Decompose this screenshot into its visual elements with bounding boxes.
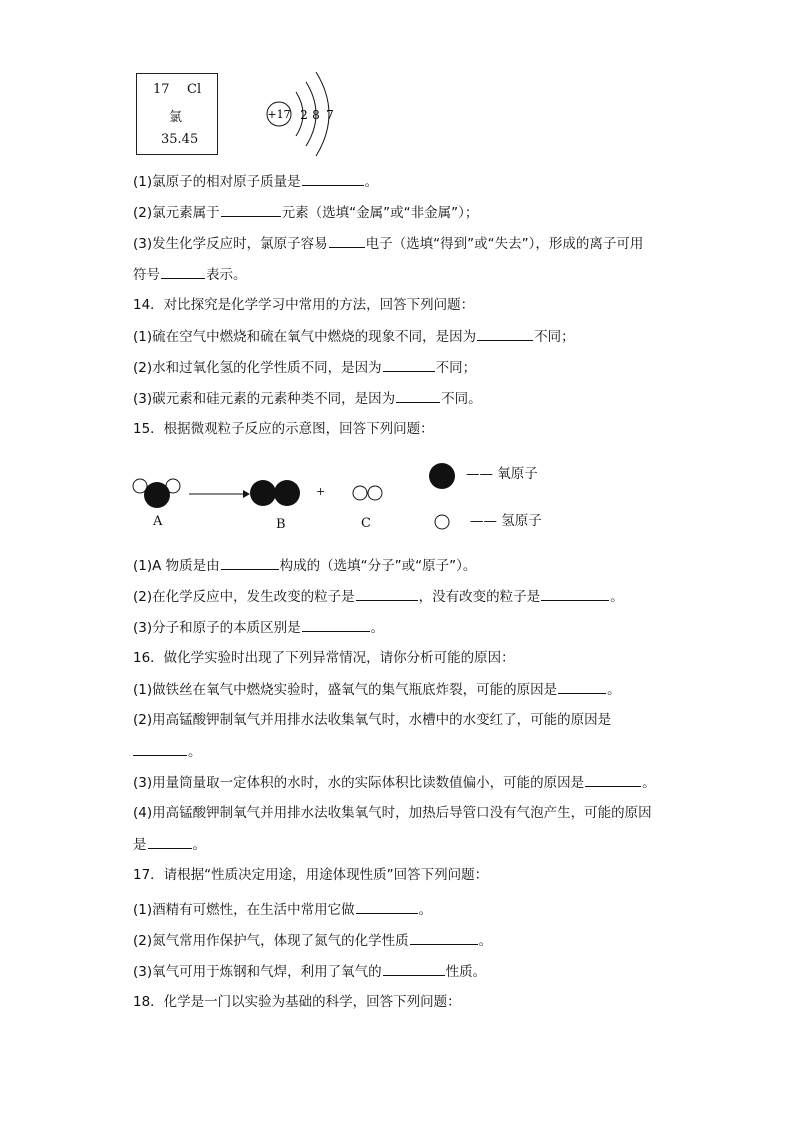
q16-part4: (4)用高锰酸钾制氧气并用排水法收集氧气时，加热后导管口没有气泡产生，可能的原因 xyxy=(133,805,652,821)
q17-part3: (3)氧气可用于炼钢和气焊，利用了氧气的 性质。 xyxy=(133,961,486,982)
answer-blank[interactable] xyxy=(477,326,533,341)
q17-part2: (2)氮气常用作保护气，体现了氮气的化学性质 。 xyxy=(133,930,492,951)
atomic-number: 17 xyxy=(153,82,170,97)
oxygen-atom xyxy=(250,480,276,506)
answer-blank[interactable] xyxy=(410,930,478,945)
answer-blank[interactable] xyxy=(329,233,365,248)
q14-part3: (3)碳元素和硅元素的元素种类不同，是因为 不同。 xyxy=(133,388,482,409)
plus-sign: + xyxy=(316,485,326,498)
oxygen-atom xyxy=(144,482,170,508)
q15-part2: (2)在化学反应中，发生改变的粒子是 ，没有改变的粒子是 。 xyxy=(133,586,624,607)
q17-title: 17．请根据“性质决定用途，用途体现性质”回答下列问题： xyxy=(133,867,489,883)
q16-part2: (2)用高锰酸钾制氧气并用排水法收集氧气时，水槽中的水变红了，可能的原因是 xyxy=(133,712,612,728)
q14-title: 14．对比探究是化学学习中常用的方法，回答下列问题： xyxy=(133,297,475,313)
atomic-mass: 35.45 xyxy=(161,132,199,147)
label-b: B xyxy=(276,517,286,532)
legend-symbols xyxy=(425,460,465,535)
q16-part4-cont: 是 。 xyxy=(133,834,206,855)
answer-blank[interactable] xyxy=(302,617,370,632)
q14-part2: (2)水和过氧化氢的化学性质不同，是因为 不同； xyxy=(133,357,476,378)
answer-blank[interactable] xyxy=(133,741,187,756)
q15-title: 15．根据微观粒子反应的示意图，回答下列问题： xyxy=(133,421,434,437)
answer-blank[interactable] xyxy=(383,961,445,976)
q13-part3: (3)发生化学反应时，氯原子容易 电子（选填“得到”或“失去”），形成的离子可用 xyxy=(133,233,643,254)
q16-part2-cont: 。 xyxy=(133,741,202,762)
q13-part3-cont: 符号 表示。 xyxy=(133,264,247,285)
q14-part1: (1)硫在空气中燃烧和硫在氧气中燃烧的现象不同，是因为 不同； xyxy=(133,326,575,347)
q16-part3: (3)用量筒量取一定体积的水时，水的实际体积比读数值偏小，可能的原因是 。 xyxy=(133,772,656,793)
shell-electrons-3: 7 xyxy=(326,108,334,122)
label-c: C xyxy=(361,516,371,531)
arrow-head xyxy=(243,490,250,498)
q16-part1: (1)做铁丝在氧气中燃烧实验时，盛氧气的集气瓶底炸裂，可能的原因是 。 xyxy=(133,679,621,700)
answer-blank[interactable] xyxy=(396,388,440,403)
legend-oxygen-label: —— 氧原子 xyxy=(466,466,538,482)
element-symbol: Cl xyxy=(187,82,202,97)
hydrogen-atom xyxy=(353,486,367,500)
legend-hydrogen-symbol xyxy=(435,515,449,529)
label-a: A xyxy=(153,514,163,529)
legend-hydrogen-label: —— 氢原子 xyxy=(470,513,542,529)
reaction-diagram xyxy=(125,455,425,535)
answer-blank[interactable] xyxy=(585,772,641,787)
shell-electrons-1: 2 xyxy=(300,108,308,122)
atom-structure-diagram xyxy=(262,64,342,164)
q15-part1: (1)A 物质是由 构成的（选填“分子”或“原子”）。 xyxy=(133,555,476,576)
answer-blank[interactable] xyxy=(558,679,606,694)
answer-blank[interactable] xyxy=(356,899,418,914)
legend-oxygen-symbol xyxy=(429,463,455,489)
answer-blank[interactable] xyxy=(356,586,418,601)
q17-part1: (1)酒精有可燃性，在生活中常用它做 。 xyxy=(133,899,432,920)
answer-blank[interactable] xyxy=(383,357,435,372)
q13-part1: (1)氯原子的相对原子质量是 。 xyxy=(133,171,378,192)
answer-blank[interactable] xyxy=(221,555,279,570)
answer-blank[interactable] xyxy=(302,171,364,186)
q18-title: 18．化学是一门以实验为基础的科学，回答下列问题： xyxy=(133,994,461,1010)
answer-blank[interactable] xyxy=(541,586,609,601)
shell-electrons-2: 8 xyxy=(312,108,320,122)
element-card xyxy=(136,73,218,155)
q15-part3: (3)分子和原子的本质区别是 。 xyxy=(133,617,384,638)
nucleus-charge: +17 xyxy=(267,108,291,121)
answer-blank[interactable] xyxy=(148,834,192,849)
q13-part2: (2)氯元素属于 元素（选填“金属”或“非金属”）； xyxy=(133,202,478,223)
hydrogen-atom xyxy=(368,486,382,500)
oxygen-atom xyxy=(274,480,300,506)
q16-title: 16．做化学实验时出现了下列异常情况，请你分析可能的原因： xyxy=(133,650,515,666)
answer-blank[interactable] xyxy=(221,202,281,217)
element-name: 氯 xyxy=(169,110,183,125)
answer-blank[interactable] xyxy=(161,264,205,279)
